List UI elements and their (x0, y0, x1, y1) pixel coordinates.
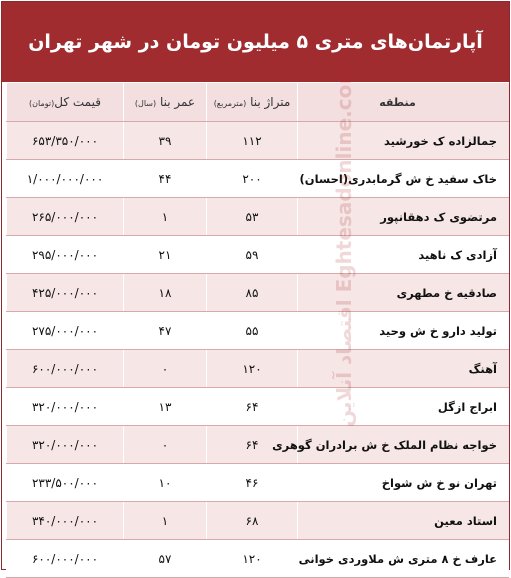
price-cell: ۶۰۰/۰۰۰/۰۰۰ (7, 540, 124, 578)
table-row (7, 350, 510, 388)
price-cell: ۲۷۵/۰۰۰/۰۰۰ (7, 312, 124, 350)
table-row (7, 160, 510, 198)
area-cell: ۴۶ (207, 464, 298, 502)
age-cell: ۵۷ (124, 540, 207, 578)
area-cell: ۲۰۰ (207, 160, 298, 198)
title-bar (2, 2, 509, 82)
age-cell: ۰ (124, 350, 207, 388)
area-cell: ۱۲۰ (207, 540, 298, 578)
area-cell: ۶۸ (207, 502, 298, 540)
area-cell: ۵۳ (207, 198, 298, 236)
area-cell: ۶۴ (207, 388, 298, 426)
region-cell: جمالزاده ک خورشید (298, 122, 510, 160)
age-cell: ۱ (124, 198, 207, 236)
price-cell: ۲۹۵/۰۰۰/۰۰۰ (7, 236, 124, 274)
region-cell: آزادی ک ناهید (298, 236, 510, 274)
region-cell: تولید دارو خ ش وحید (298, 312, 510, 350)
area-cell: ۱۱۲ (207, 122, 298, 160)
area-cell: ۵۵ (207, 312, 298, 350)
region-cell: خواجه نظام الملک خ ش برادران گوهری (298, 426, 510, 464)
price-cell: ۱/۰۰۰/۰۰۰/۰۰۰ (7, 160, 124, 198)
area-cell: ۶۴ (207, 426, 298, 464)
region-cell: ابراج ازگل (298, 388, 510, 426)
table-row (7, 464, 510, 502)
price-cell: ۴۲۵/۰۰۰/۰۰۰ (7, 274, 124, 312)
table-frame (1, 1, 510, 570)
region-cell: تهران نو خ ش شواخ (298, 464, 510, 502)
region-cell: آهنگ (298, 350, 510, 388)
header-price: قیمت کل(تومان) (7, 83, 124, 122)
age-cell: ۴۷ (124, 312, 207, 350)
table-row (7, 388, 510, 426)
price-cell: ۳۲۰/۰۰۰/۰۰۰ (7, 388, 124, 426)
price-cell: ۳۲۰/۰۰۰/۰۰۰ (7, 426, 124, 464)
table-header-row (7, 83, 510, 122)
apartments-table (6, 83, 509, 578)
area-cell: ۱۲۰ (207, 350, 298, 388)
table-body (7, 122, 510, 578)
region-cell: صادقیه خ مطهری (298, 274, 510, 312)
header-region: منطقه (298, 83, 510, 122)
table-row (7, 198, 510, 236)
age-cell: ۱ (124, 502, 207, 540)
header-age: عمر بنا (سال) (124, 83, 207, 122)
region-cell: خاک سفید خ ش گرمابدری(احسان) (298, 160, 510, 198)
price-cell: ۶۰۰/۰۰۰/۰۰۰ (7, 350, 124, 388)
price-cell: ۲۶۵/۰۰۰/۰۰۰ (7, 198, 124, 236)
price-cell: ۳۴۰/۰۰۰/۰۰۰ (7, 502, 124, 540)
table-row (7, 540, 510, 578)
table-row (7, 122, 510, 160)
header-area: متراژ بنا (مترمربع) (207, 83, 298, 122)
region-cell: عارف خ ۸ متری ش ملاوردی خوانی (298, 540, 510, 578)
age-cell: ۰ (124, 426, 207, 464)
table-row (7, 236, 510, 274)
age-cell: ۴۴ (124, 160, 207, 198)
region-cell: مرتضوی ک دهقانپور (298, 198, 510, 236)
region-cell: استاد معین (298, 502, 510, 540)
table-row (7, 426, 510, 464)
price-cell: ۲۳۳/۵۰۰/۰۰۰ (7, 464, 124, 502)
price-cell: ۶۵۳/۳۵۰/۰۰۰ (7, 122, 124, 160)
table-row (7, 312, 510, 350)
table-row (7, 502, 510, 540)
page-title: آپارتمان‌های متری ۵ میلیون تومان در شهر تهران (28, 31, 483, 53)
age-cell: ۱۳ (124, 388, 207, 426)
age-cell: ۲۱ (124, 236, 207, 274)
table-row (7, 274, 510, 312)
area-cell: ۵۹ (207, 236, 298, 274)
age-cell: ۱۰ (124, 464, 207, 502)
age-cell: ۱۸ (124, 274, 207, 312)
area-cell: ۸۵ (207, 274, 298, 312)
age-cell: ۳۹ (124, 122, 207, 160)
